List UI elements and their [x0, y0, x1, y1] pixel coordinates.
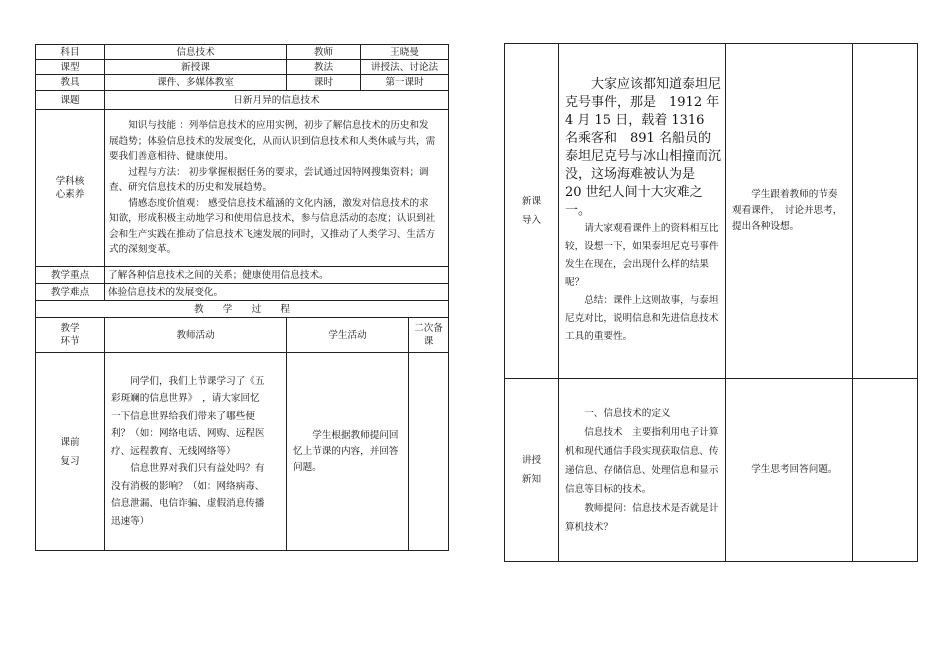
titanic-story-paragraph: 大家应该都知道泰坦尼克号事件，那是 1912 年4 月 15 日，载着 1316 名乘客和 891 名船员的泰坦尼克号与冰山相撞而沉没，这场海难被认为是 20 世纪人间十大灾难之一。 [565, 77, 722, 218]
difficulty-row [36, 284, 449, 301]
lesson-plan-table-right [504, 43, 918, 562]
review-student-activity: 学生根据教师提问回忆上节课的内容，并回答问题。 [287, 353, 409, 551]
review-teacher-paragraph: 信息世界对我们只有益处吗？有没有消极的影响？（如：网络病毒、信息泄漏、电信诈骗、虚假消息传播迅速等） [111, 463, 265, 527]
second-prep-header: 二次备课 [409, 318, 449, 353]
intro-student-activity: 学生跟着教师的节奏观看课件， 讨论并思考，提出各种设想。 [726, 44, 853, 379]
aids-label: 教具 [36, 75, 105, 91]
topic-label: 课题 [36, 91, 105, 110]
review-second-prep [409, 353, 449, 551]
review-teacher-activity [105, 353, 287, 551]
emotion-attitude-paragraph: 情感态度价值观： 感受信息技术蕴涵的文化内涵，激发对信息技术的求知欲，形成积极主动地学习和使用信息技术，参与信息活动的态度；认识到社会和生产实践在推动了信息技术飞速发展的同时，又推动了人类学习、生活方式的深刻变革。 [109, 197, 436, 256]
intro-second-prep [853, 44, 918, 379]
core-literacy-label: 学科核心素养 [36, 110, 105, 267]
process-method-paragraph: 过程与方法： 初步掌握根据任务的要求，尝试通过因特网搜集资料；调查、研究信息技术的历史和发展趋势。 [109, 166, 429, 194]
period-label: 课时 [287, 75, 361, 91]
key-point-value: 了解各种信息技术之间的关系；健康使用信息技术。 [105, 267, 449, 284]
intro-stage-label: 新课导入 [505, 44, 559, 379]
lecture-teacher-activity [559, 379, 726, 562]
info-row [36, 45, 449, 60]
teacher-label: 教师 [287, 45, 361, 60]
lecture-question-paragraph: 教师提问：信息技术是否就是计算机技术？ [565, 502, 719, 533]
lecture-definition-paragraph: 信息技术 主要指利用电子计算机和现代通信手段实现获取信息、传递信息、存储信息、处理信息和显示信息等目标的技术。 [565, 426, 719, 495]
lecture-row [505, 379, 918, 562]
core-literacy-row [36, 110, 449, 267]
lecture-student-activity: 学生思考回答问题。 [726, 379, 853, 562]
stage-header: 教学环节 [36, 318, 105, 353]
difficulty-value: 体验信息技术的发展变化。 [105, 284, 449, 301]
lecture-stage-label: 讲授新知 [505, 379, 559, 562]
lecture-second-prep [853, 379, 918, 562]
teacher-activity-header: 教师活动 [105, 318, 287, 353]
topic-row [36, 91, 449, 110]
lecture-heading: 一、信息技术的定义 [584, 407, 671, 419]
teacher-value: 王晓曼 [361, 45, 449, 60]
student-activity-header: 学生活动 [287, 318, 409, 353]
key-point-label: 教学重点 [36, 267, 105, 284]
period-value: 第一课时 [361, 75, 449, 91]
process-title: 教 学 过 程 [36, 301, 449, 318]
intro-teacher-activity [559, 44, 726, 379]
aids-value: 课件、多媒体教室 [105, 75, 287, 91]
key-point-row [36, 267, 449, 284]
lesson-type-value: 新授课 [105, 60, 287, 75]
info-row [36, 60, 449, 75]
topic-value: 日新月异的信息技术 [105, 91, 449, 110]
method-value: 讲授法、讨论法 [361, 60, 449, 75]
knowledge-skill-paragraph: 知识与技能 ：列举信息技术的应用实例，初步了解信息技术的历史和发展趋势；体验信息技术的发展变化，从而认识到信息技术和人类休戚与共，需要我们善意相待、健康使用。 [109, 120, 436, 163]
subject-value: 信息技术 [105, 45, 287, 60]
info-row [36, 75, 449, 91]
intro-teacher-paragraph: 请大家观看课件上的资料相互比较，设想一下，如果泰坦尼克号事件发生在现在，会出现什么样的结果呢？ [565, 223, 719, 288]
intro-summary-paragraph: 总结：课件上这则故事，与泰坦尼克对比，说明信息和先进信息技术工具的重要性。 [565, 295, 719, 342]
subject-label: 科目 [36, 45, 105, 60]
lesson-type-label: 课型 [36, 60, 105, 75]
review-stage-label: 课前复习 [36, 353, 105, 551]
review-teacher-paragraph: 同学们，我们上节课学习了《五彩斑斓的信息世界》 ，请大家回忆一下信息世界给我们带来了哪些便利？（如：网络电话、网购、远程医疗、远程教育、无线网络等） [111, 375, 265, 457]
core-literacy-content [105, 110, 449, 267]
review-row [36, 353, 449, 551]
intro-row [505, 44, 918, 379]
process-title-row [36, 301, 449, 318]
method-label: 教法 [287, 60, 361, 75]
process-header-row [36, 318, 449, 353]
difficulty-label: 教学难点 [36, 284, 105, 301]
lesson-plan-table-left [35, 44, 449, 551]
